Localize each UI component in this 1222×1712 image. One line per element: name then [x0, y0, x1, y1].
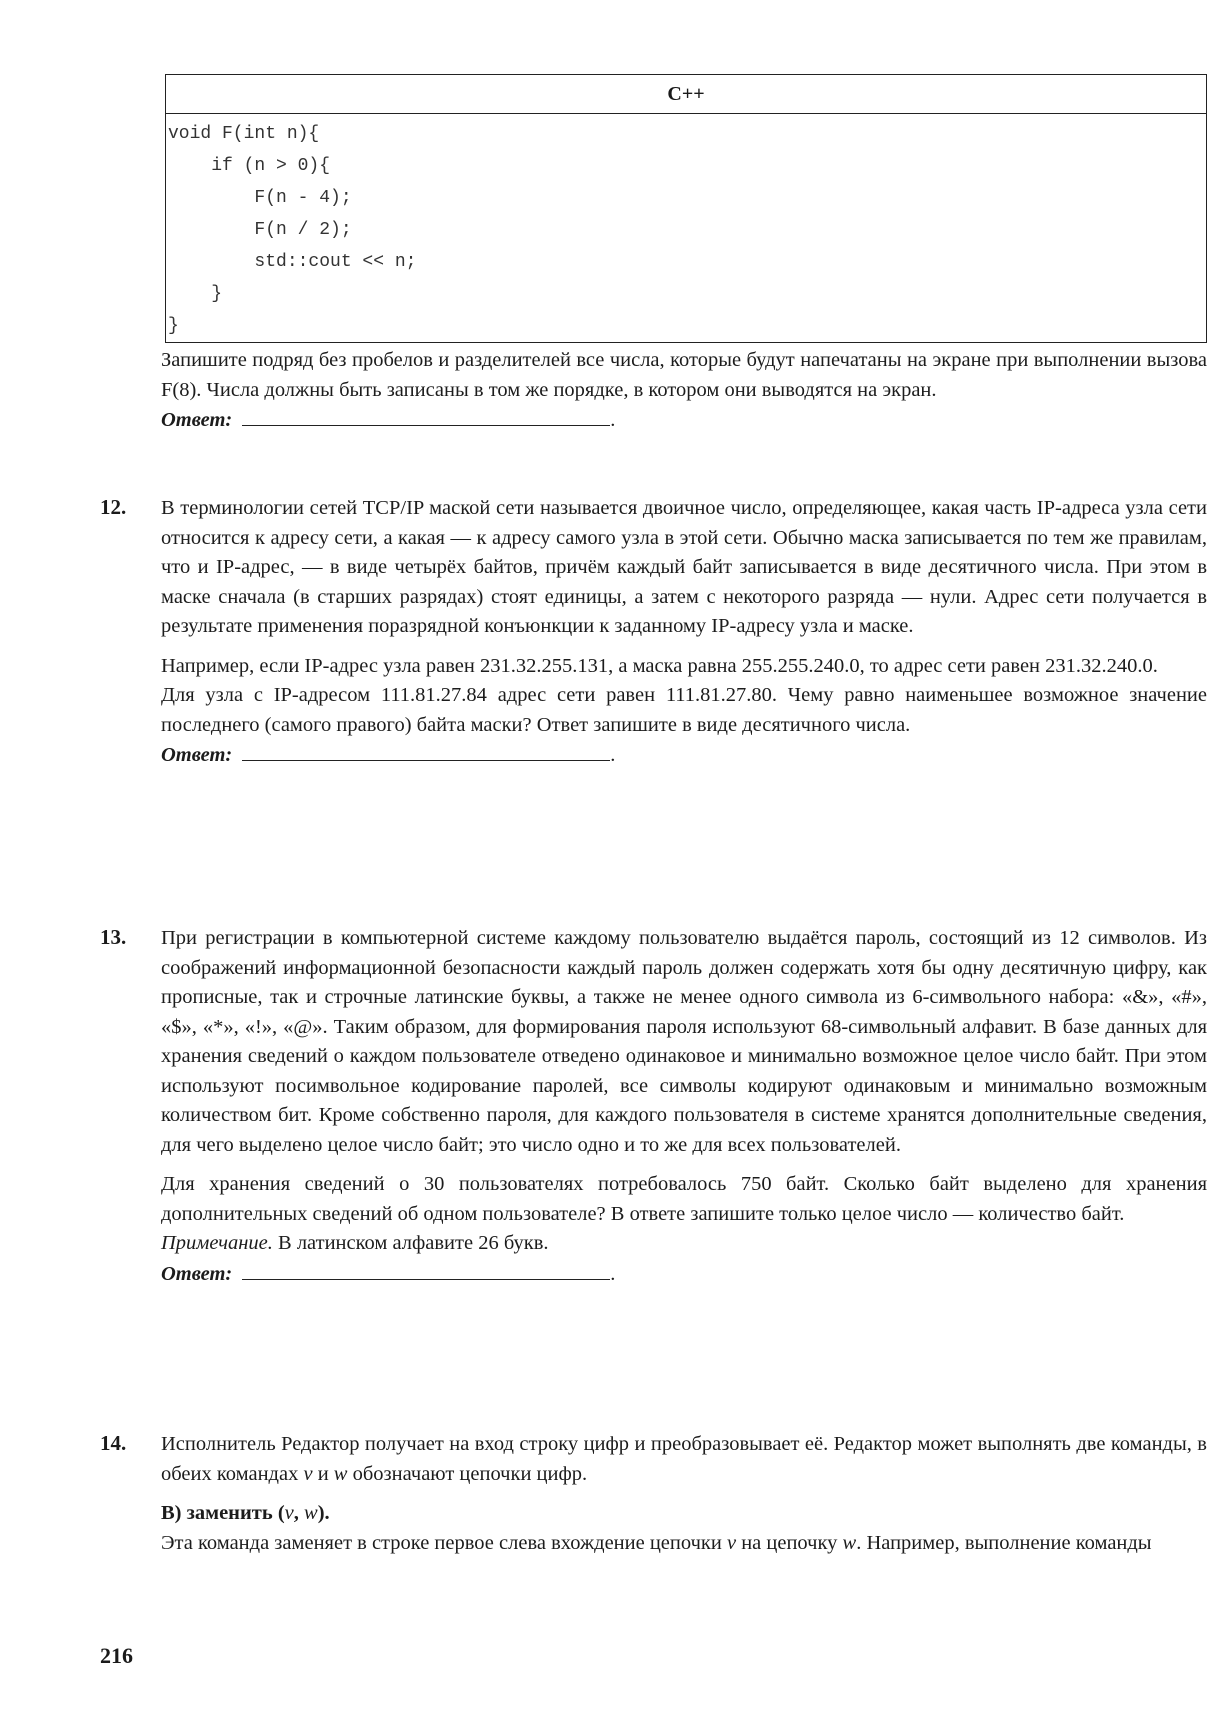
text-span: . Например, выполнение команды [856, 1531, 1152, 1554]
task-13 [161, 924, 1207, 1289]
code-line: F(n / 2); [168, 220, 352, 240]
var-w: w [333, 1462, 348, 1485]
var-v: v [284, 1502, 294, 1524]
task-13-note [161, 1229, 1207, 1259]
task-12-question: Для узла с IP-адресом 111.81.27.84 адрес сети равен 111.81.27.80. Чему равно наименьшее возможное значение последнего (самого правого) байта маски? Ответ запишите в виде десятичного числа. [161, 684, 1207, 736]
text-span: на цепочку [736, 1531, 843, 1554]
task-12-answer: Ответ: . [161, 740, 1207, 771]
answer-label: Ответ: [161, 1262, 233, 1285]
note-label: Примечание. [161, 1232, 273, 1254]
task-13-question: Для хранения сведений о 30 пользователях потребовалось 750 байт. Сколько байт выделено для хранения дополнительных сведений об одном пользователе? В ответе запишите только целое число — количество байт. [161, 1173, 1207, 1225]
var-v: v [726, 1531, 737, 1554]
text-span: Эта команда заменяет в строке первое слева вхождение цепочки [161, 1531, 727, 1554]
task-11-answer: Ответ: . [161, 405, 1207, 436]
page-number: 216 [100, 1643, 133, 1668]
task-11 [161, 346, 1207, 436]
task-12-example: Например, если IP-адрес узла равен 231.32.255.131, а маска равна 255.255.240.0, то адрес сети равен 231.32.240.0. [161, 654, 1158, 677]
task-12-number: 12. [100, 495, 127, 519]
text-span: , [293, 1502, 305, 1524]
var-w: w [304, 1502, 318, 1524]
code-table [165, 74, 1207, 343]
note-text: В латинском алфавите 26 букв. [272, 1232, 549, 1254]
task-14-description [161, 1529, 1207, 1559]
task-13-answer: Ответ: . [161, 1259, 1207, 1290]
task-13-number: 13. [100, 925, 127, 949]
task-14-number: 14. [100, 1431, 127, 1455]
answer-field[interactable] [242, 1259, 610, 1280]
task-11-text: Запишите подряд без пробелов и разделителей все числа, которые будут напечатаны на экране при выполнении вызова F(8). Числа должны быть записаны в том же порядке, в котором они выводятся на экран. [161, 349, 1207, 401]
code-line: } [168, 284, 223, 304]
code-body [166, 114, 1206, 342]
code-line: if (n > 0){ [168, 156, 331, 176]
text-span: обозначают цепочки цифр. [347, 1462, 588, 1485]
answer-field[interactable] [242, 405, 610, 426]
text-span: ). [317, 1502, 330, 1524]
task-12-paragraph: В терминологии сетей TCP/IP маской сети называется двоичное число, определяющее, какая часть IP-адреса узла сети относится к адресу сети, а какая — к адресу самого узла в этой сети. Обычно маска записывается по тем же правилам, что и IP-адрес, — в виде четырёх байтов, причём каждый байт записывается в виде десятичного числа. При этом в маске сначала (в старших разрядах) стоят единицы, а затем с некоторого разряда — нули. Адрес сети получается в результате применения поразрядной конъюнкции к заданному IP-адресу узла и маске. [161, 497, 1207, 637]
code-line: std::cout << n; [168, 252, 417, 272]
command-label: В) заменить ( [161, 1502, 285, 1524]
code-line: } [168, 316, 179, 336]
code-language-header: C++ [166, 75, 1206, 114]
task-14-intro [161, 1430, 1207, 1489]
var-v: v [303, 1462, 313, 1485]
task-13-paragraph: При регистрации в компьютерной системе каждому пользователю выдаётся пароль, состоящий из 12 символов. Из соображений информационной безопасности каждый пароль должен содержать хотя бы одну десятичную цифру, как прописные, так и строчные латинские буквы, а также не менее одного символа из 6-символьного набора: «&», «#», «$», «*», «!», «@». Таким образом, для формирования пароля используют 68-символьный алфавит. В базе данных для хранения сведений о каждом пользователе отведено одинаковое и минимально возможное целое число байт. При этом используют посимвольное кодирование паролей, все символы кодируют одинаковым и минимально возможным количеством бит. Кроме собственно пароля, для каждого пользователя в системе хранятся дополнительные сведения, для чего выделено целое число байт; это число одно и то же для всех пользователей. [161, 927, 1207, 1156]
var-w: w [842, 1531, 857, 1554]
answer-label: Ответ: [161, 744, 233, 766]
answer-label: Ответ: [161, 409, 233, 431]
code-line: void F(int n){ [168, 124, 320, 144]
code-line: F(n - 4); [168, 188, 352, 208]
answer-field[interactable] [242, 740, 610, 761]
text-span: и [312, 1462, 334, 1485]
task-14 [161, 1430, 1207, 1558]
text-span: Исполнитель Редактор получает на вход строку цифр и преобразовывает её. Редактор может выполнять две команды, в обеих командах [161, 1433, 1207, 1485]
task-14-command [161, 1499, 1207, 1529]
task-12 [161, 494, 1207, 771]
